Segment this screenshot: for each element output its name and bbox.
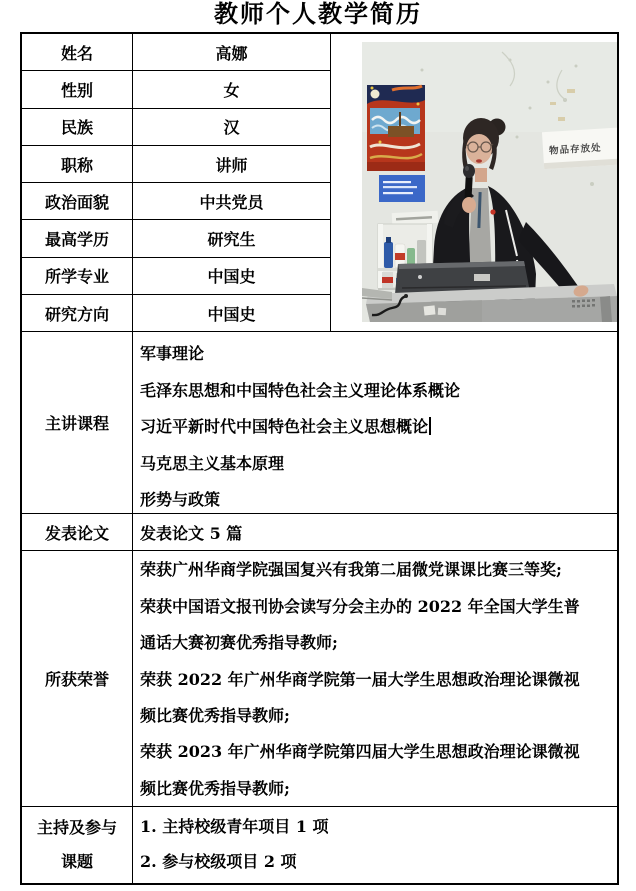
storage-sign-text: 物品存放处 bbox=[548, 142, 602, 157]
label-projects[interactable]: 主持及参与 课题 bbox=[22, 807, 133, 883]
value-political-status[interactable]: 中共党员 bbox=[133, 183, 331, 220]
value-ethnicity[interactable]: 汉 bbox=[133, 109, 331, 146]
course-line: 马克思主义基本原理 bbox=[140, 453, 285, 473]
label-gender[interactable]: 性别 bbox=[22, 71, 133, 108]
project-line: 1. 主持校级青年项目 1 项 bbox=[140, 817, 329, 837]
wall-poster bbox=[367, 85, 425, 171]
projects-cell[interactable] bbox=[133, 807, 617, 883]
label-political-status[interactable]: 政治面貌 bbox=[22, 183, 133, 220]
label-ethnicity[interactable]: 民族 bbox=[22, 109, 133, 146]
teacher-photo bbox=[362, 42, 617, 322]
label-education[interactable]: 最高学历 bbox=[22, 220, 133, 257]
text-cursor bbox=[429, 417, 431, 435]
honor-line: 荣获广州华商学院强国复兴有我第二届微党课课比赛三等奖; bbox=[140, 560, 562, 580]
course-line: 军事理论 bbox=[140, 344, 205, 364]
course-line: 形势与政策 bbox=[140, 490, 221, 509]
document-title[interactable]: 教师个人教学简历 bbox=[214, 0, 422, 28]
value-gender[interactable]: 女 bbox=[133, 71, 331, 108]
value-major[interactable]: 中国史 bbox=[133, 258, 331, 295]
label-major[interactable]: 所学专业 bbox=[22, 258, 133, 295]
blue-sign bbox=[379, 175, 425, 202]
project-line: 2. 参与校级项目 2 项 bbox=[140, 851, 297, 871]
label-courses[interactable]: 主讲课程 bbox=[22, 332, 133, 514]
honor-line: 通话大赛初赛优秀指导教师; bbox=[140, 633, 338, 653]
honor-line: 荣获中国语文报刊协会读写分会主办的 2022 年全国大学生普 bbox=[140, 596, 580, 616]
value-education[interactable]: 研究生 bbox=[133, 220, 331, 257]
label-honors[interactable]: 所获荣誉 bbox=[22, 551, 133, 807]
storage-sign bbox=[542, 127, 617, 169]
value-name[interactable]: 高娜 bbox=[133, 34, 331, 71]
label-papers[interactable]: 发表论文 bbox=[22, 514, 133, 551]
honor-line: 荣获 2022 年广州华商学院第一届大学生思想政治理论课微视 bbox=[140, 669, 580, 689]
honor-line: 频比赛优秀指导教师; bbox=[140, 778, 290, 798]
honor-line: 频比赛优秀指导教师; bbox=[140, 706, 290, 725]
label-title-rank[interactable]: 职称 bbox=[22, 146, 133, 183]
photo-cell[interactable] bbox=[331, 34, 617, 332]
course-line: 习近平新时代中国特色社会主义思想概论 bbox=[140, 409, 609, 445]
label-research-direction[interactable]: 研究方向 bbox=[22, 295, 133, 332]
papers-value: 发表论文 5 篇 bbox=[140, 523, 243, 543]
papers-cell[interactable] bbox=[133, 514, 617, 551]
honor-line: 荣获 2023 年广州华商学院第四届大学生思想政治理论课微视 bbox=[140, 742, 580, 762]
value-research-direction[interactable]: 中国史 bbox=[133, 295, 331, 332]
courses-cell[interactable] bbox=[133, 332, 617, 514]
shelf-label bbox=[392, 211, 439, 225]
course-line: 毛泽东思想和中国特色社会主义理论体系概论 bbox=[140, 380, 461, 400]
label-name[interactable]: 姓名 bbox=[22, 34, 133, 71]
honors-cell[interactable] bbox=[133, 551, 617, 807]
resume-table bbox=[20, 32, 619, 885]
value-title-rank[interactable]: 讲师 bbox=[133, 146, 331, 183]
party-pin bbox=[490, 209, 495, 214]
